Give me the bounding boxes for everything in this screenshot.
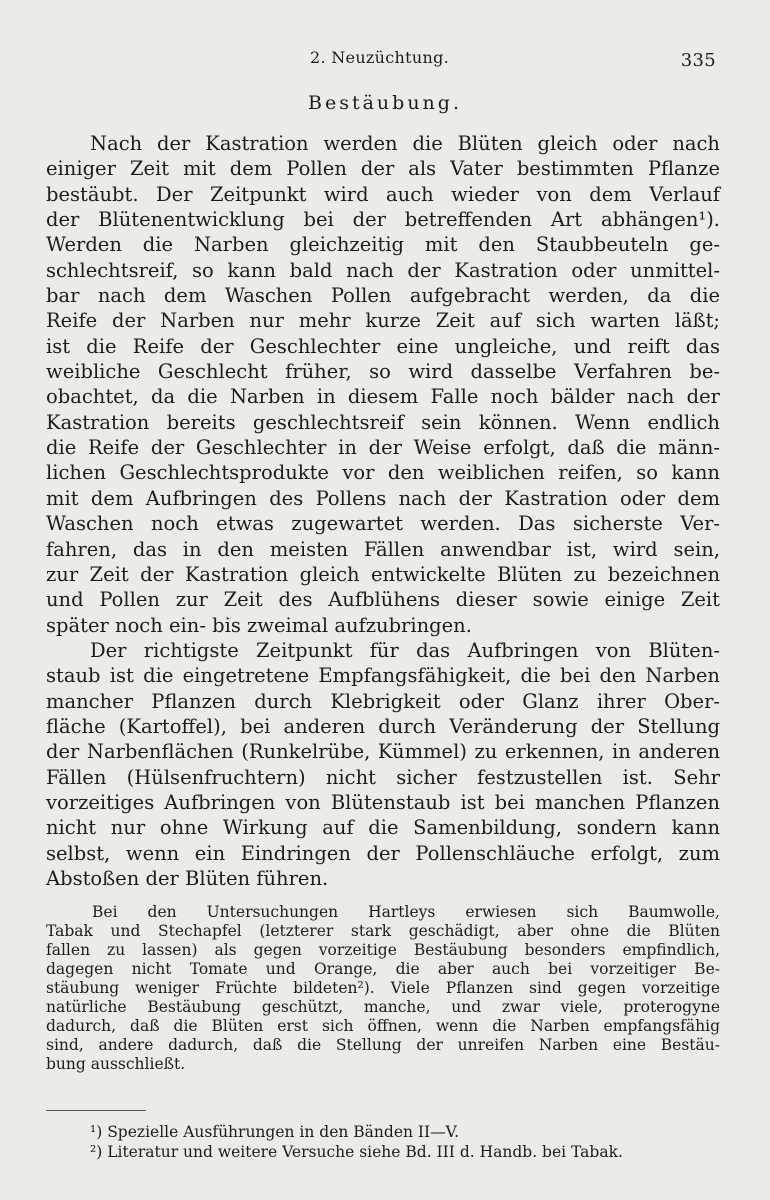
page-number: 335	[680, 50, 716, 71]
text-line: vorzeitiges Aufbringen von Blütenstaub ist bei manchen Pflanzen	[46, 790, 720, 814]
text-line: der Narbenflächen (Runkelrübe, Kümmel) zu erkennen, in anderen	[46, 740, 720, 764]
text-line: fahren, das in den meisten Fällen anwendbar ist, wird sein,	[46, 537, 720, 561]
footnote-1: ¹) Spezielle Ausführungen in den Bänden II—V.	[90, 1123, 460, 1141]
small-print-line: dagegen nicht Tomate und Orange, die aber auch bei vorzeitiger Be-	[46, 960, 720, 978]
text-line: fläche (Kartoffel), bei anderen durch Veränderung der Stellung	[46, 714, 720, 738]
section-title: 2. Neuzüchtung.	[310, 48, 449, 67]
text-line: Abstoßen der Blüten führen.	[46, 866, 329, 890]
text-line: später noch ein- bis zweimal aufzubringen.	[46, 613, 472, 637]
text-line: Reife der Narben nur mehr kurze Zeit auf sich warten läßt;	[46, 309, 720, 333]
text-line: mit dem Aufbringen des Pollens nach der Kastration oder dem	[46, 486, 720, 510]
small-print-line: dadurch, daß die Blüten erst sich öffnen, wenn die Narben empfangsfähig	[46, 1017, 720, 1035]
small-print-line: sind, andere dadurch, daß die Stellung der unreifen Narben eine Bestäu-	[46, 1036, 720, 1054]
text-line: der Blütenentwicklung bei der betreffenden Art abhängen¹).	[46, 208, 720, 232]
text-line: Nach der Kastration werden die Blüten gleich oder nach	[90, 132, 720, 155]
text-line: einiger Zeit mit dem Pollen der als Vater bestimmten Pflanze	[46, 157, 720, 181]
text-line: lichen Geschlechtsprodukte vor den weiblichen reifen, so kann	[46, 461, 720, 485]
text-line: Waschen noch etwas zugewartet werden. Das sicherste Ver-	[46, 512, 720, 536]
small-print-line: stäubung weniger Früchte bildeten²). Viele Pflanzen sind gegen vorzeitige	[46, 979, 720, 997]
text-line: selbst, wenn ein Eindringen der Pollenschläuche erfolgt, zum	[46, 841, 720, 865]
running-header	[310, 48, 716, 74]
text-line: bar nach dem Waschen Pollen aufgebracht werden, da die	[46, 284, 720, 308]
text-line: Der richtigste Zeitpunkt für das Aufbringen von Blüten-	[90, 638, 720, 662]
text-line: schlechtsreif, so kann bald nach der Kastration oder unmittel-	[46, 258, 720, 282]
footnote-rule	[46, 1110, 146, 1111]
text-line: obachtet, da die Narben in diesem Falle noch bälder nach der	[46, 385, 720, 409]
small-print-line: Bei den Untersuchungen Hartleys erwiesen sich Baumwolle,	[92, 903, 720, 921]
small-print-line: natürliche Bestäubung geschützt, manche, und zwar viele, proterogyne	[46, 998, 720, 1016]
text-line: staub ist die eingetretene Empfangsfähigkeit, die bei den Narben	[46, 664, 720, 688]
text-line: weibliche Geschlecht früher, so wird dasselbe Verfahren be-	[46, 360, 720, 384]
text-line: die Reife der Geschlechter in der Weise erfolgt, daß die männ-	[46, 436, 720, 460]
small-print-line: bung ausschließt.	[46, 1055, 186, 1073]
text-line: Kastration bereits geschlechtsreif sein können. Wenn endlich	[46, 410, 720, 434]
section-heading: Bestäubung.	[308, 92, 462, 114]
small-print-paragraph	[46, 903, 720, 1074]
footnotes	[90, 1122, 730, 1162]
footnote-2: ²) Literatur und weitere Versuche siehe Bd. III d. Handb. bei Tabak.	[90, 1143, 623, 1161]
text-line: mancher Pflanzen durch Klebrigkeit oder Glanz ihrer Ober-	[46, 689, 720, 713]
text-line: nicht nur ohne Wirkung auf die Samenbildung, sondern kann	[46, 816, 720, 840]
text-line: Fällen (Hülsenfruchtern) nicht sicher festzustellen ist. Sehr	[46, 765, 720, 789]
small-print-line: Tabak und Stechapfel (letzterer stark geschädigt, aber ohne die Blüten	[46, 922, 720, 940]
text-line: ist die Reife der Geschlechter eine ungleiche, und reift das	[46, 334, 720, 358]
text-line: Werden die Narben gleichzeitig mit den Staubbeuteln ge-	[46, 233, 720, 257]
text-line: bestäubt. Der Zeitpunkt wird auch wieder von dem Verlauf	[46, 182, 720, 206]
text-line: und Pollen zur Zeit des Aufblühens dieser sowie einige Zeit	[46, 588, 720, 612]
body-text	[46, 131, 720, 891]
small-print-line: fallen zu lassen) als gegen vorzeitige Bestäubung besonders empfindlich,	[46, 941, 720, 959]
text-line: zur Zeit der Kastration gleich entwickelte Blüten zu bezeichnen	[46, 562, 720, 586]
